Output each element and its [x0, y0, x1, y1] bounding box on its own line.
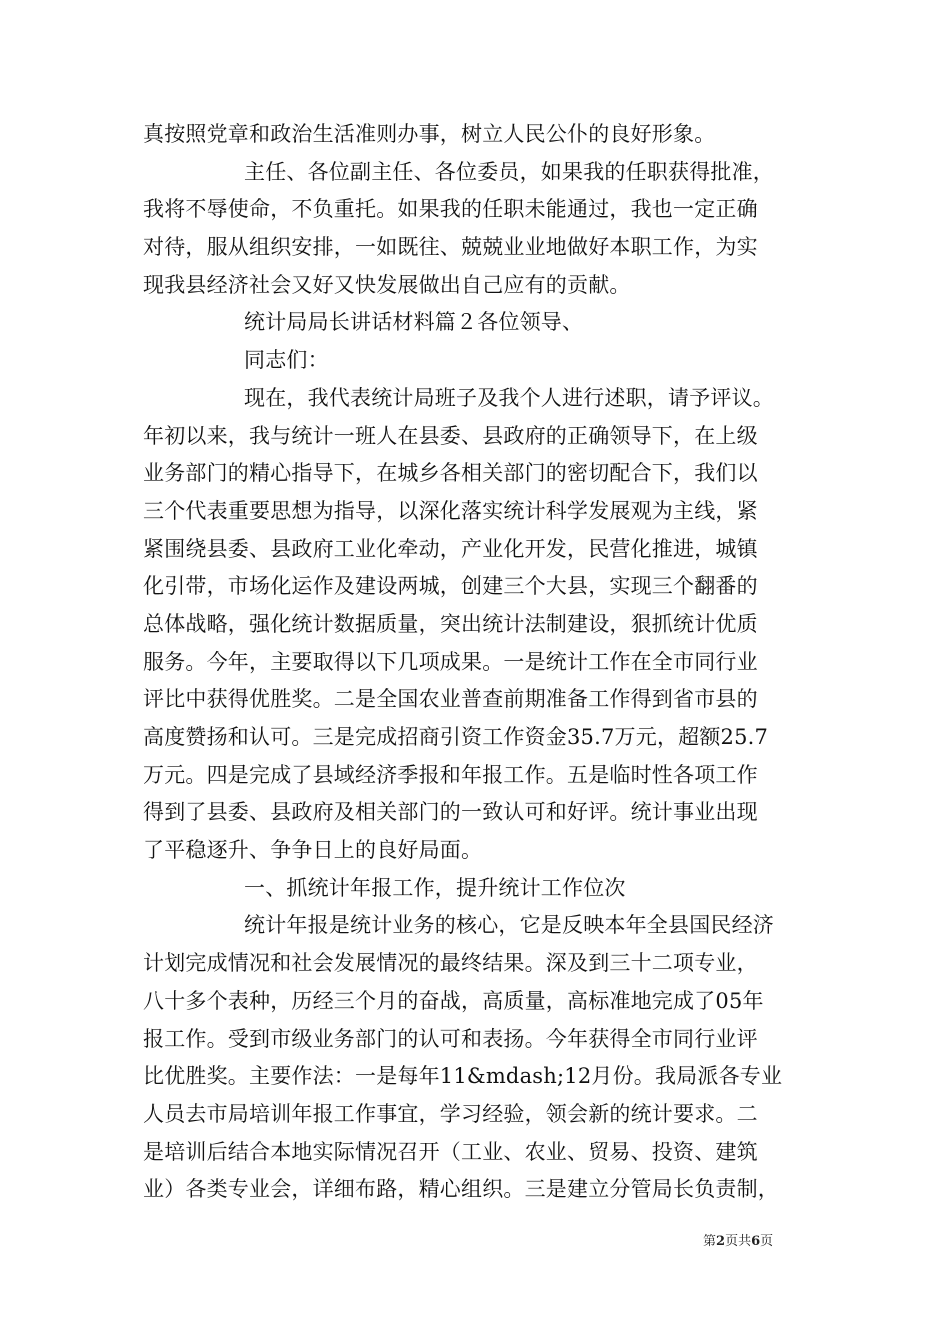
text-line: 报工作。受到市级业务部门的认可和表扬。今年获得全市同行业评 — [143, 1026, 758, 1051]
current-page-number: 2 — [716, 1234, 726, 1249]
text-line: 我将不辱使命，不负重托。如果我的任职未能通过，我也一定正确 — [143, 197, 758, 222]
text-line: 总体战略，强化统计数据质量，突出统计法制建设，狠抓统计优质 — [143, 611, 758, 636]
text-line: 评比中获得优胜奖。二是全国农业普查前期准备工作得到省市县的 — [143, 687, 758, 712]
text-line: 对待，服从组织安排，一如既往、兢兢业业地做好本职工作，为实 — [143, 235, 758, 260]
footer-middle: 页共 — [725, 1234, 752, 1249]
footer-prefix: 第 — [703, 1234, 717, 1249]
text-line: 统计年报是统计业务的核心，它是反映本年全县国民经济 — [244, 913, 774, 938]
text-line: 万元。四是完成了县域经济季报和年报工作。五是临时性各项工作 — [143, 762, 758, 787]
text-line: 服务。今年，主要取得以下几项成果。一是统计工作在全市同行业 — [143, 649, 758, 674]
text-line: 一、抓统计年报工作，提升统计工作位次 — [244, 875, 626, 900]
total-page-number: 6 — [751, 1234, 761, 1249]
text-line: 比优胜奖。主要作法：一是每年11&mdash;12月份。我局派各专业 — [143, 1064, 783, 1089]
text-line: 现我县经济社会又好又快发展做出自己应有的贡献。 — [143, 272, 631, 297]
text-line: 八十多个表种，历经三个月的奋战，高质量，高标准地完成了05年 — [143, 988, 764, 1013]
text-line: 高度赞扬和认可。三是完成招商引资工作资金35.7万元，超额25.7 — [143, 725, 769, 749]
text-line: 同志们： — [244, 348, 329, 373]
footer-suffix: 页 — [760, 1234, 774, 1249]
body-text — [143, 116, 823, 1209]
text-line: 紧围绕县委、县政府工业化牵动，产业化开发，民营化推进，城镇 — [143, 536, 758, 561]
text-line: 得到了县委、县政府及相关部门的一致认可和好评。统计事业出现 — [143, 800, 758, 825]
text-line: 现在，我代表统计局班子及我个人进行述职，请予评议。 — [244, 385, 774, 410]
text-line: 统计局局长讲话材料篇２各位领导、 — [244, 310, 584, 335]
text-line: 业）各类专业会，详细布路，精心组织。三是建立分管局长负责制， — [143, 1177, 779, 1202]
text-line: 主任、各位副主任、各位委员，如果我的任职获得批准， — [244, 159, 774, 184]
text-line: 计划完成情况和社会发展情况的最终结果。深及到三十二项专业， — [143, 951, 758, 976]
text-line: 年初以来，我与统计一班人在县委、县政府的正确领导下，在上级 — [143, 423, 758, 448]
text-line: 真按照党章和政治生活准则办事，树立人民公仆的良好形象。 — [143, 122, 716, 146]
text-line: 业务部门的精心指导下，在城乡各相关部门的密切配合下，我们以 — [143, 461, 758, 486]
text-line: 了平稳逐升、争争日上的良好局面。 — [143, 838, 483, 863]
page-footer — [703, 1234, 773, 1250]
text-line: 是培训后结合本地实际情况召开（工业、农业、贸易、投资、建筑 — [143, 1139, 758, 1164]
text-line: 化引带，市场化运作及建设两城，创建三个大县，实现三个翻番的 — [143, 574, 758, 599]
text-line: 三个代表重要思想为指导，以深化落实统计科学发展观为主线，紧 — [143, 498, 758, 523]
text-line: 人员去市局培训年报工作事宜，学习经验，领会新的统计要求。二 — [143, 1101, 758, 1126]
